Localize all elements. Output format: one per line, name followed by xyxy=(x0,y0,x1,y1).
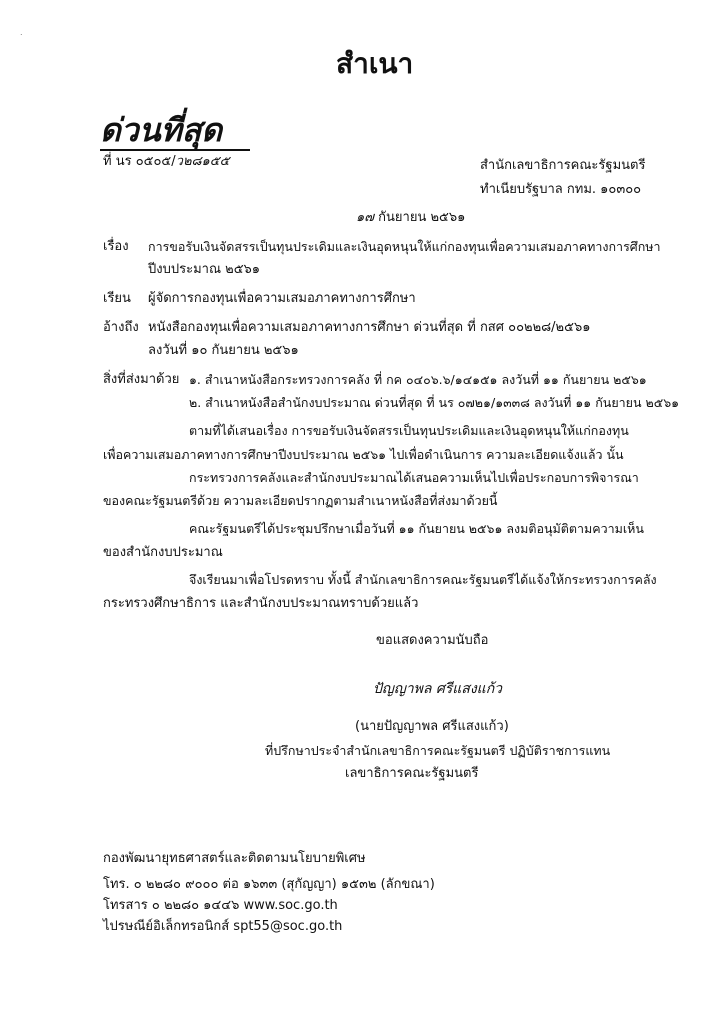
footer-email: ไปรษณีย์อิเล็กทรอนิกส์ spt55@soc.go.th xyxy=(103,919,343,934)
reference-number-handwritten: ว๒๘๑๕๕ xyxy=(175,154,230,169)
subject-label: เรื่อง xyxy=(103,239,129,254)
footer-department: กองพัฒนายุทธศาสตร์และติดตามนโยบายพิเศษ xyxy=(103,851,366,866)
subject-line-1: การขอรับเงินจัดสรรเป็นทุนประเดิมและเงินอุดหนุนให้แก่กองทุนเพื่อความเสมอภาคทางการศึกษา xyxy=(148,239,661,254)
addressee-value: ผู้จัดการกองทุนเพื่อความเสมอภาคทางการศึกษา xyxy=(148,291,416,306)
paragraph-1-line-2: เพื่อความเสมอภาคทางการศึกษาปีงบประมาณ ๒๕๖๑ ไปเพื่อดำเนินการ ความละเอียดแจ้งแล้ว นั้น xyxy=(103,447,624,462)
paragraph-4-line-1: จึงเรียนมาเพื่อโปรดทราบ ทั้งนี้ สำนักเลขาธิการคณะรัฐมนตรีได้แจ้งให้กระทรวงการคลัง xyxy=(189,572,657,587)
enclosures-label: สิ่งที่ส่งมาด้วย xyxy=(103,372,180,387)
addressee-label: เรียน xyxy=(103,291,131,306)
date-month-year: กันยายน ๒๕๖๑ xyxy=(378,210,466,225)
enclosure-item-2: ๒. สำเนาหนังสือสำนักงบประมาณ ด่วนที่สุด ที่ นร ๐๗๒๑/๑๓๓๘ ลงวันที่ ๑๑ กันยายน ๒๕๖๑ xyxy=(189,395,680,410)
document-date xyxy=(356,210,465,226)
signature: ปัญญาพล ศรีแสงแก้ว xyxy=(373,681,503,697)
paragraph-2-line-1: กระทรวงการคลังและสำนักงบประมาณได้เสนอความเห็นไปเพื่อประกอบการพิจารณา xyxy=(189,470,639,485)
signer-title-line-2: เลขาธิการคณะรัฐมนตรี xyxy=(345,766,479,781)
subject-line-2: ปีงบประมาณ ๒๕๖๑ xyxy=(148,262,261,277)
scan-dot: . xyxy=(20,28,23,37)
reference-label: อ้างถึง xyxy=(103,320,139,335)
sender-address: ทำเนียบรัฐบาล กทม. ๑๐๓๐๐ xyxy=(480,182,642,197)
reference-number xyxy=(103,154,229,170)
date-day: ๑๗ xyxy=(356,210,375,225)
enclosure-item-1: ๑. สำเนาหนังสือกระทรวงการคลัง ที่ กค ๐๔๐๖.๖/๑๔๑๕๑ ลงวันที่ ๑๑ กันยายน ๒๕๖๑ xyxy=(189,372,647,387)
signer-name: (นายปัญญาพล ศรีแสงแก้ว) xyxy=(355,719,509,734)
closing: ขอแสดงความนับถือ xyxy=(376,633,489,648)
reference-line-1: หนังสือกองทุนเพื่อความเสมอภาคทางการศึกษา ด่วนที่สุด ที่ กสศ ๐๐๒๒๘/๒๕๖๑ xyxy=(148,320,591,335)
footer-phone: โทร. ๐ ๒๒๘๐ ๙๐๐๐ ต่อ ๑๖๓๓ (สุกัญญา) ๑๕๓๒ (ลักขณา) xyxy=(103,877,435,892)
reference-line-2: ลงวันที่ ๑๐ กันยายน ๒๕๖๑ xyxy=(148,343,299,358)
urgency-stamp: ด่วนที่สุด xyxy=(100,111,223,149)
paragraph-1-line-1: ตามที่ได้เสนอเรื่อง การขอรับเงินจัดสรรเป็นทุนประเดิมและเงินอุดหนุนให้แก่กองทุน xyxy=(189,423,629,438)
copy-label: สำเนา xyxy=(336,47,414,80)
paragraph-2-line-2: ของคณะรัฐมนตรีด้วย ความละเอียดปรากฏตามสำเนาหนังสือที่ส่งมาด้วยนี้ xyxy=(103,493,498,508)
paragraph-3-line-2: ของสำนักงบประมาณ xyxy=(103,545,223,560)
paragraph-3-line-1: คณะรัฐมนตรีได้ประชุมปรึกษาเมื่อวันที่ ๑๑ กันยายน ๒๕๖๑ ลงมติอนุมัติตามความเห็น xyxy=(189,521,644,536)
signer-title-line-1: ที่ปรึกษาประจำสำนักเลขาธิการคณะรัฐมนตรี ปฏิบัติราชการแทน xyxy=(265,743,611,758)
footer-fax: โทรสาร ๐ ๒๒๘๐ ๑๔๔๖ www.soc.go.th xyxy=(103,898,338,913)
reference-number-printed: ที่ นร ๐๕๐๕/ xyxy=(103,154,176,169)
urgency-underline xyxy=(100,149,250,151)
sender-office: สำนักเลขาธิการคณะรัฐมนตรี xyxy=(480,158,646,173)
paragraph-4-line-2: กระทรวงศึกษาธิการ และสำนักงบประมาณทราบด้วยแล้ว xyxy=(103,596,419,611)
